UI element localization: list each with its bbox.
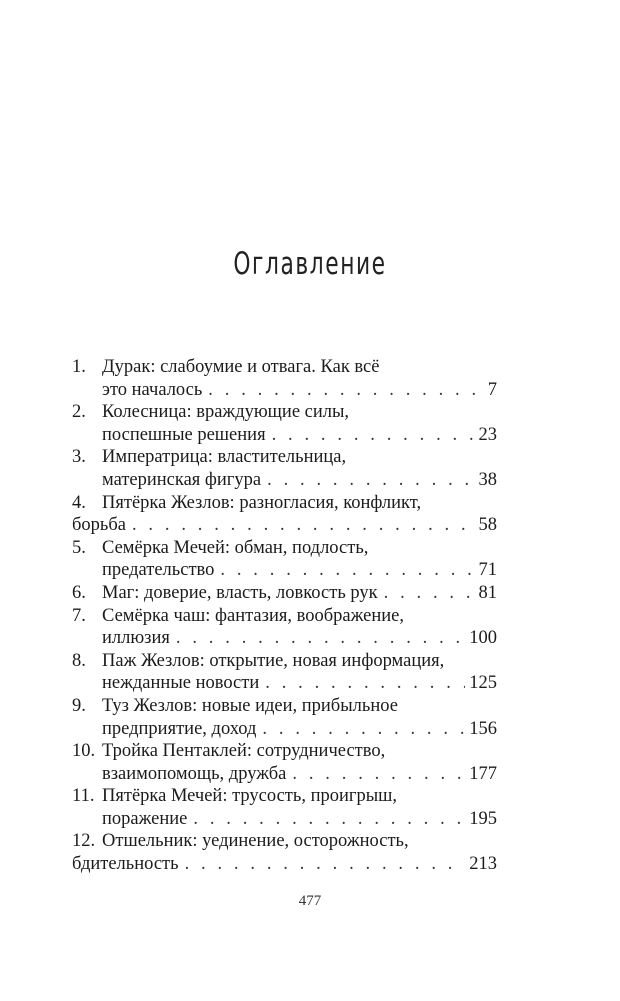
toc-entry bbox=[72, 740, 497, 785]
toc-entry-title: Дурак: слабоумие и отвага. Как всё bbox=[102, 357, 380, 377]
toc-entry-title-continued: предприятие, доход bbox=[102, 718, 257, 739]
toc-entry-number: 2. bbox=[72, 402, 86, 423]
page-number: 477 bbox=[298, 893, 322, 909]
toc-entry-number: 9. bbox=[72, 695, 86, 716]
dot-leader bbox=[220, 559, 474, 582]
toc-entry-page: 38 bbox=[478, 469, 497, 490]
toc-entry bbox=[72, 446, 497, 491]
toc-entry bbox=[72, 582, 497, 605]
toc-entry bbox=[72, 785, 497, 830]
toc-entry-number: 5. bbox=[72, 537, 86, 558]
toc-entry-title-continued: иллюзия bbox=[102, 628, 170, 649]
toc-entry-title: Маг: доверие, власть, ловкость рук bbox=[102, 582, 378, 603]
toc-entry-page: 213 bbox=[469, 854, 497, 875]
dot-leader bbox=[193, 808, 465, 831]
toc-entry-number: 3. bbox=[72, 447, 86, 468]
dot-leader bbox=[267, 469, 474, 492]
toc-entry-page: 156 bbox=[469, 718, 497, 739]
toc-entry-title-continued: взаимопомощь, дружба bbox=[102, 763, 287, 784]
toc-entry-page: 100 bbox=[469, 628, 497, 649]
toc-entry-title: Семёрка чаш: фантазия, воображение, bbox=[102, 605, 404, 626]
toc-entry-number: 12. bbox=[72, 831, 96, 852]
toc-entry-number: 4. bbox=[72, 492, 86, 513]
toc-entry-title-continued: поражение bbox=[102, 808, 188, 829]
toc-entry-page: 7 bbox=[487, 379, 497, 400]
toc-entry-number: 1. bbox=[72, 357, 86, 377]
dot-leader bbox=[132, 514, 475, 537]
toc-entry bbox=[72, 537, 497, 582]
toc-entry bbox=[72, 356, 497, 401]
toc-entry-page: 58 bbox=[478, 515, 497, 536]
toc-entry-number: 10. bbox=[72, 741, 96, 762]
dot-leader bbox=[384, 582, 475, 605]
toc-entry-title-continued: бдительность bbox=[72, 854, 179, 875]
toc-entry-title: Тройка Пентаклей: сотрудничество, bbox=[102, 741, 386, 762]
toc-entry bbox=[72, 650, 497, 695]
toc-entry-title: Паж Жезлов: открытие, новая информация, bbox=[102, 650, 445, 671]
dot-leader bbox=[208, 379, 483, 402]
toc-entry-title: Колесница: враждующие силы, bbox=[102, 402, 350, 423]
dot-leader bbox=[292, 763, 465, 786]
toc-entry-title-continued: поспешные решения bbox=[102, 424, 266, 445]
toc-entry-page: 71 bbox=[478, 560, 497, 581]
dot-leader bbox=[265, 672, 465, 695]
toc-entry bbox=[72, 830, 497, 875]
toc-entry-page: 177 bbox=[469, 763, 497, 784]
toc-entry-title: Отшельник: уединение, осторожность, bbox=[102, 831, 409, 852]
toc-entry-title-continued: это началось bbox=[102, 379, 203, 400]
toc-entry-title-continued: материнская фигура bbox=[102, 469, 262, 490]
dot-leader bbox=[272, 424, 475, 447]
toc-entry-number: 11. bbox=[72, 786, 95, 807]
toc-entry-title: Семёрка Мечей: обман, подлость, bbox=[102, 537, 369, 558]
toc-entry-number: 8. bbox=[72, 650, 86, 671]
toc-entry-page: 23 bbox=[478, 424, 497, 445]
toc-entry-title-continued: предательство bbox=[102, 560, 215, 581]
toc-entry bbox=[72, 401, 497, 446]
toc-entry-title-continued: борьба bbox=[72, 515, 126, 536]
toc-entry bbox=[72, 492, 497, 537]
toc-entry-title-continued: нежданные новости bbox=[102, 673, 260, 694]
toc-entry-page: 81 bbox=[478, 582, 497, 603]
dot-leader bbox=[176, 627, 465, 650]
toc-entry-title: Императрица: властительница, bbox=[102, 447, 347, 468]
toc-entry-title: Пятёрка Мечей: трусость, проигрыш, bbox=[102, 786, 398, 807]
toc-entry-page: 195 bbox=[469, 808, 497, 829]
table-of-contents bbox=[72, 356, 497, 876]
dot-leader bbox=[262, 718, 465, 741]
toc-entry-page: 125 bbox=[469, 673, 497, 694]
toc-entry bbox=[72, 695, 497, 740]
toc-entry-title: Пятёрка Жезлов: разногласия, конфликт, bbox=[102, 492, 422, 513]
page-title: Оглавление bbox=[233, 246, 387, 282]
toc-entry-title: Туз Жезлов: новые идеи, прибыльное bbox=[102, 695, 398, 716]
toc-entry bbox=[72, 605, 497, 650]
toc-entry-number: 6. bbox=[72, 582, 86, 603]
dot-leader bbox=[185, 853, 466, 876]
toc-entry-number: 7. bbox=[72, 605, 86, 626]
